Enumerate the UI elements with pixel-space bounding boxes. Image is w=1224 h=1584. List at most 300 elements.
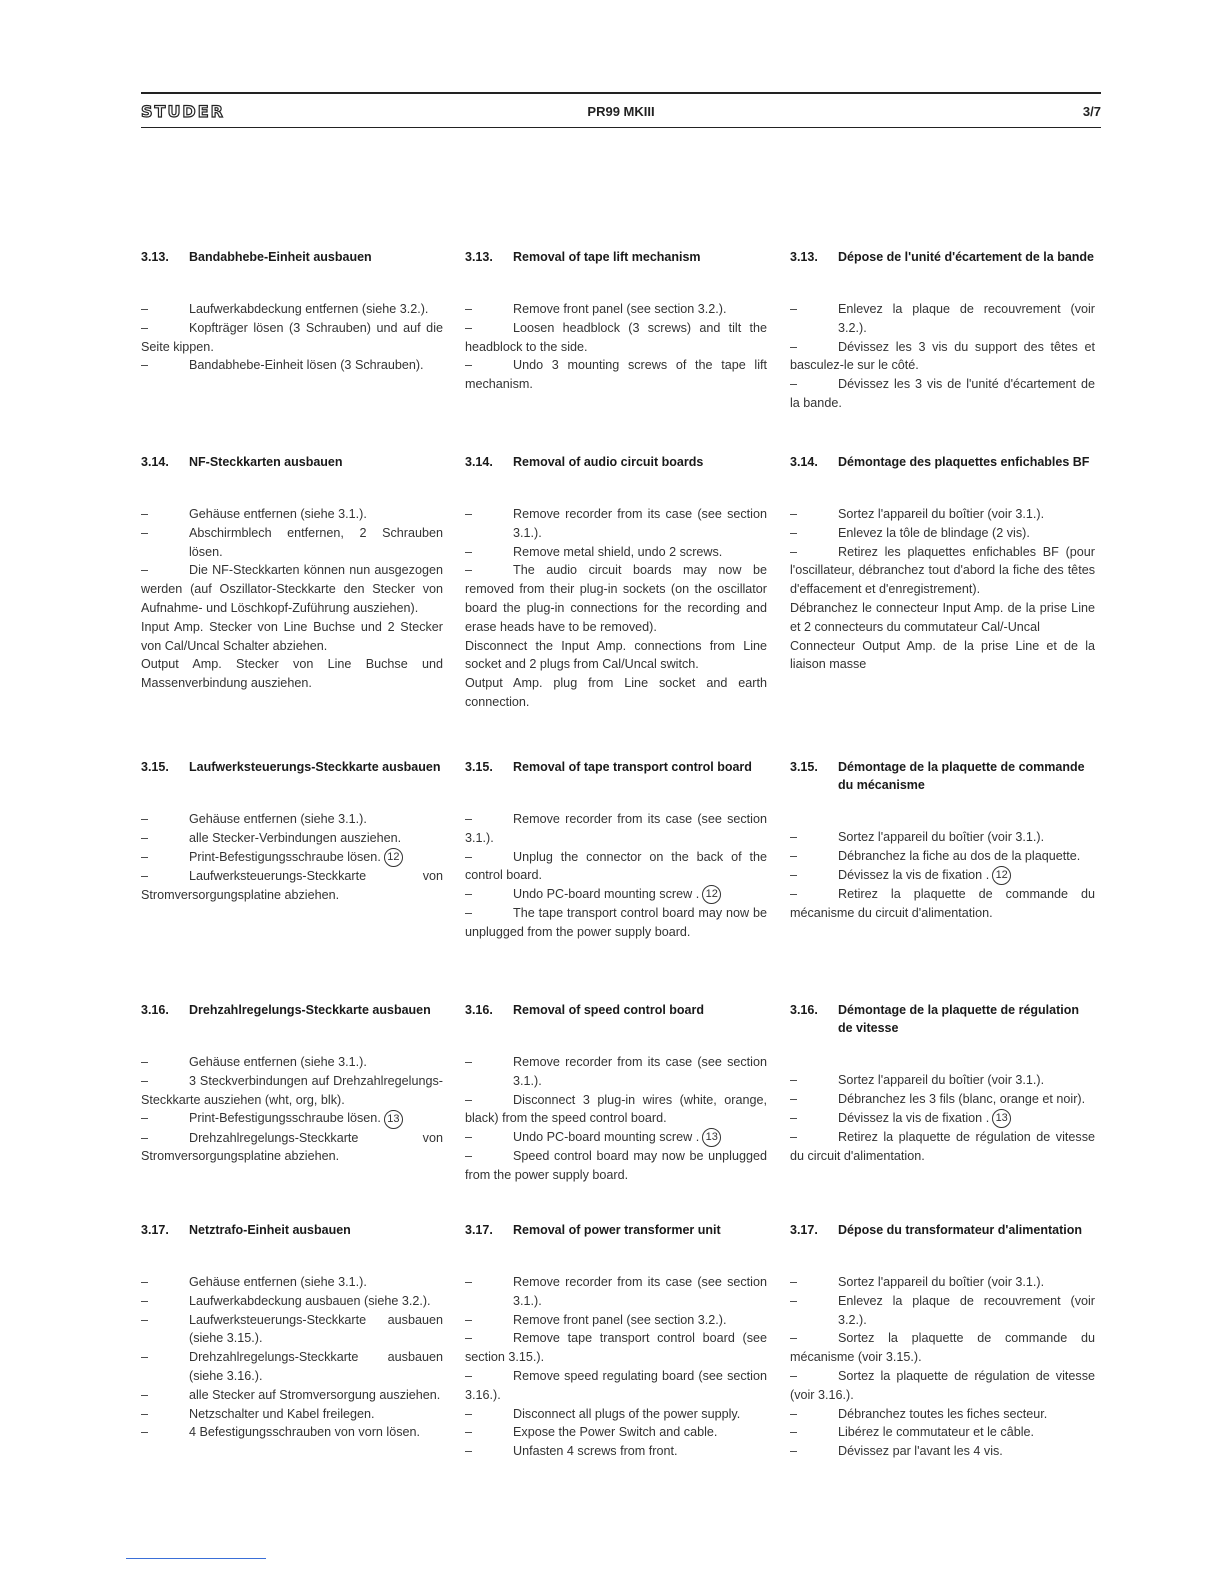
dash-marker: – bbox=[465, 302, 473, 316]
dash-marker: – bbox=[141, 525, 149, 540]
item-text-content: Expose the Power Switch and cable. bbox=[513, 1425, 718, 1440]
item-text bbox=[189, 1423, 443, 1442]
list-item bbox=[141, 1348, 443, 1386]
item-text-content: Libérez le commutateur et le câble. bbox=[838, 1425, 1035, 1440]
dash-marker: – bbox=[141, 1387, 149, 1402]
section-body bbox=[141, 505, 443, 693]
item-text-content: Sortez la plaquette de commande du mécanisme (voir 3.15.). bbox=[790, 1331, 1095, 1365]
dash-marker: – bbox=[465, 1406, 473, 1421]
item-text bbox=[513, 505, 767, 543]
section-title: NF-Steckkarten ausbauen bbox=[189, 455, 343, 469]
list-item-wrapped bbox=[141, 1072, 443, 1110]
paragraph-text: Output Amp. plug from Line socket and earth connection. bbox=[465, 676, 767, 709]
dash-marker: – bbox=[141, 1312, 149, 1327]
dash-marker: – bbox=[790, 848, 798, 863]
item-text-content: Laufwerkabdeckung ausbauen (siehe 3.2.). bbox=[189, 1293, 431, 1308]
list-item-wrapped bbox=[790, 847, 1095, 866]
item-text bbox=[513, 1128, 767, 1147]
item-text bbox=[513, 1273, 767, 1311]
dash-marker: – bbox=[141, 320, 149, 335]
dash-marker: – bbox=[465, 1312, 473, 1327]
item-text bbox=[513, 1423, 767, 1442]
list-item bbox=[141, 356, 443, 375]
item-text-content: Remove front panel (see section 3.2.). bbox=[513, 302, 727, 316]
item-text-content: Print-Befestigungsschraube lösen. bbox=[189, 1111, 381, 1126]
section-heading bbox=[465, 248, 767, 266]
list-item bbox=[465, 1273, 767, 1311]
item-text-content: Remove recorder from its case (see section 3.1.). bbox=[513, 1275, 767, 1308]
section-number: 3.17. bbox=[141, 1223, 169, 1237]
section-body bbox=[465, 1053, 767, 1185]
list-item-wrapped bbox=[465, 561, 767, 636]
item-text-content: alle Stecker auf Stromversorgung ausziehen. bbox=[189, 1387, 441, 1402]
section-number: 3.14. bbox=[790, 455, 818, 469]
section-title: Removal of speed control board bbox=[513, 1003, 705, 1017]
section-heading bbox=[790, 1221, 1095, 1239]
item-text bbox=[189, 1386, 443, 1405]
section-body bbox=[141, 1053, 443, 1166]
item-text bbox=[838, 1273, 1095, 1292]
callout-circle: 13 bbox=[992, 1109, 1011, 1128]
item-text bbox=[838, 300, 1095, 338]
section-title: Dépose de l'unité d'écartement de la bande bbox=[838, 250, 1095, 264]
list-item-wrapped bbox=[141, 867, 443, 905]
dash-marker: – bbox=[141, 868, 149, 883]
paragraph bbox=[141, 655, 443, 693]
dash-marker: – bbox=[465, 358, 473, 373]
dash-marker: – bbox=[465, 1444, 473, 1459]
paragraph-text: Input Amp. Stecker von Line Buchse und 2 Stecker von Cal/Uncal Schalter abziehen. bbox=[141, 619, 443, 653]
item-text bbox=[838, 1442, 1095, 1461]
dash-marker: – bbox=[465, 1368, 473, 1383]
list-item bbox=[465, 1311, 767, 1330]
list-item bbox=[141, 1311, 443, 1349]
dash-marker: – bbox=[141, 563, 149, 578]
item-text bbox=[513, 543, 767, 562]
list-item bbox=[465, 1423, 767, 1442]
item-text-content: Débranchez les 3 fils (blanc, orange et noir). bbox=[838, 1091, 1086, 1106]
item-text bbox=[838, 1109, 1095, 1128]
section-3-14 bbox=[790, 453, 1095, 674]
dash-marker: – bbox=[790, 886, 798, 901]
section-heading bbox=[790, 453, 1095, 471]
dash-marker: – bbox=[141, 1350, 149, 1365]
item-text bbox=[189, 848, 443, 867]
dash-marker: – bbox=[141, 1293, 149, 1308]
item-text-content: Laufwerksteuerungs-Steckkarte von Stromversorgungsplatine abziehen. bbox=[141, 868, 443, 902]
dash-marker: – bbox=[790, 1331, 798, 1346]
item-text bbox=[513, 885, 767, 904]
list-item bbox=[141, 1053, 443, 1072]
section-heading bbox=[141, 248, 443, 266]
section-number: 3.13. bbox=[141, 250, 169, 264]
section-heading bbox=[790, 758, 1095, 794]
item-text bbox=[838, 1405, 1095, 1424]
section-body bbox=[465, 1273, 767, 1461]
dash-marker: – bbox=[465, 1055, 473, 1069]
header-rule-bottom bbox=[141, 127, 1101, 128]
section-heading bbox=[465, 453, 767, 471]
section-body bbox=[790, 828, 1095, 922]
section-body bbox=[790, 1071, 1095, 1165]
item-text-content: Gehäuse entfernen (siehe 3.1.). bbox=[189, 507, 367, 521]
list-item bbox=[141, 300, 443, 319]
section-3-17 bbox=[141, 1221, 443, 1442]
item-text bbox=[513, 1053, 767, 1091]
list-item bbox=[141, 1273, 443, 1292]
list-item-wrapped bbox=[790, 543, 1095, 599]
dash-marker: – bbox=[465, 544, 473, 559]
dash-marker: – bbox=[141, 849, 149, 864]
list-item bbox=[790, 524, 1095, 543]
item-text-content: Enlevez la plaque de recouvrement (voir 3.2.). bbox=[838, 1293, 1095, 1327]
item-text bbox=[513, 1405, 767, 1424]
item-text bbox=[513, 300, 767, 319]
section-number: 3.13. bbox=[465, 250, 493, 264]
dash-marker: – bbox=[790, 1091, 798, 1106]
list-item bbox=[465, 885, 767, 904]
section-number: 3.15. bbox=[465, 760, 493, 774]
item-text-content: Print-Befestigungsschraube lösen. bbox=[189, 849, 381, 864]
list-item-wrapped bbox=[790, 1367, 1095, 1405]
item-text bbox=[189, 1292, 443, 1311]
list-item bbox=[465, 1405, 767, 1424]
item-text-content: Remove speed regulating board (see section 3.16.). bbox=[465, 1368, 767, 1402]
section-title: Laufwerksteuerungs-Steckkarte ausbauen bbox=[189, 760, 441, 774]
list-item-wrapped bbox=[465, 1147, 767, 1185]
list-item-wrapped bbox=[465, 1091, 767, 1129]
item-text-content: Retirez les plaquettes enfichables BF (pour l'oscillateur, débranchez tout d'abord la fiche des têtes d'effacement et d'enregistrement). bbox=[790, 544, 1095, 597]
list-item bbox=[790, 1405, 1095, 1424]
item-text-content: Undo 3 mounting screws of the tape lift mechanism. bbox=[465, 358, 767, 392]
item-text bbox=[838, 1423, 1095, 1442]
dash-marker: – bbox=[141, 358, 149, 373]
section-heading bbox=[465, 1001, 767, 1019]
item-text bbox=[189, 1348, 443, 1386]
dash-marker: – bbox=[465, 887, 473, 902]
paragraph-text: Débranchez le connecteur Input Amp. de la prise Line et 2 connecteurs du commutateur Cal/-Uncal bbox=[790, 600, 1095, 634]
item-text-content: Drehzahlregelungs-Steckkarte von Stromversorgungsplatine abziehen. bbox=[141, 1130, 443, 1164]
item-text bbox=[189, 505, 443, 524]
item-text-content: Sortez l'appareil du boîtier (voir 3.1.). bbox=[838, 1073, 1045, 1087]
dash-marker: – bbox=[465, 812, 473, 826]
section-heading bbox=[465, 758, 767, 776]
section-number: 3.14. bbox=[465, 455, 493, 469]
section-title: Bandabhebe-Einheit ausbauen bbox=[189, 250, 372, 264]
item-text bbox=[513, 1311, 767, 1330]
item-text-content: Laufwerksteuerungs-Steckkarte ausbauen (siehe 3.15.). bbox=[189, 1312, 443, 1346]
section-3-16 bbox=[141, 1001, 443, 1166]
list-item bbox=[790, 1423, 1095, 1442]
section-body bbox=[141, 810, 443, 904]
item-text-content: Laufwerkabdeckung entfernen (siehe 3.2.). bbox=[189, 302, 429, 316]
item-text bbox=[189, 1311, 443, 1349]
header-rule-top bbox=[141, 92, 1101, 94]
paragraph bbox=[141, 618, 443, 656]
section-title: Démontage de la plaquette de commande du mécanisme bbox=[838, 760, 1085, 792]
page-number: 3/7 bbox=[1082, 104, 1101, 119]
section-heading bbox=[790, 248, 1095, 266]
paragraph bbox=[790, 599, 1095, 637]
dash-marker: – bbox=[465, 1092, 473, 1107]
item-text-content: Gehäuse entfernen (siehe 3.1.). bbox=[189, 1055, 367, 1069]
list-item bbox=[790, 1071, 1095, 1090]
section-title: Démontage des plaquettes enfichables BF bbox=[838, 455, 1090, 469]
item-text-content: Retirez la plaquette de commande du mécanisme du circuit d'alimentation. bbox=[790, 886, 1095, 920]
paragraph-text: Output Amp. Stecker von Line Buchse und Massenverbindung ausziehen. bbox=[141, 657, 443, 691]
dash-marker: – bbox=[790, 302, 798, 316]
section-heading bbox=[790, 1001, 1095, 1037]
section-heading bbox=[141, 1221, 443, 1239]
item-text-content: Débranchez la fiche au dos de la plaquette. bbox=[838, 848, 1081, 863]
item-text-content: The audio circuit boards may now be removed from their plug-in sockets (on the oscillator board the plug-in connections for the recording and erase heads have to be removed). bbox=[465, 563, 767, 634]
section-3-16 bbox=[465, 1001, 767, 1185]
dash-marker: – bbox=[790, 544, 798, 559]
list-item-wrapped bbox=[465, 319, 767, 357]
item-text-content: Speed control board may now be unplugged from the power supply board. bbox=[465, 1149, 767, 1183]
list-item-wrapped bbox=[465, 1329, 767, 1367]
list-item bbox=[141, 810, 443, 829]
item-text-content: Undo PC-board mounting screw . bbox=[513, 1130, 700, 1145]
item-text-content: Drehzahlregelungs-Steckkarte ausbauen (siehe 3.16.). bbox=[189, 1350, 443, 1383]
item-text-content: Remove metal shield, undo 2 screws. bbox=[513, 544, 723, 559]
list-item bbox=[141, 1405, 443, 1424]
dash-marker: – bbox=[790, 1444, 798, 1459]
list-item bbox=[141, 1423, 443, 1442]
dash-marker: – bbox=[141, 1111, 149, 1126]
dash-marker: – bbox=[141, 1130, 149, 1145]
list-item bbox=[790, 300, 1095, 338]
paragraph bbox=[465, 637, 767, 675]
item-text-content: Dévissez la vis de fixation . bbox=[838, 1110, 990, 1125]
section-body bbox=[465, 505, 767, 712]
item-text bbox=[189, 1053, 443, 1072]
list-item bbox=[465, 1442, 767, 1461]
list-item bbox=[141, 829, 443, 848]
dash-marker: – bbox=[141, 1073, 149, 1088]
dash-marker: – bbox=[790, 1129, 798, 1144]
paragraph-text: Connecteur Output Amp. de la prise Line et de la liaison masse bbox=[790, 638, 1095, 672]
item-text-content: Remove recorder from its case (see section 3.1.). bbox=[513, 507, 767, 540]
list-item bbox=[465, 505, 767, 543]
item-text bbox=[838, 1071, 1095, 1090]
list-item-wrapped bbox=[465, 848, 767, 886]
item-text-content: Disconnect all plugs of the power supply. bbox=[513, 1406, 741, 1421]
item-text-content: Kopfträger lösen (3 Schrauben) und auf die Seite kippen. bbox=[141, 320, 443, 354]
item-text-content: Dévissez la vis de fixation . bbox=[838, 867, 990, 882]
paragraph-text: Disconnect the Input Amp. connections from Line socket and 2 plugs from Cal/Uncal switch. bbox=[465, 638, 767, 672]
dash-marker: – bbox=[465, 1130, 473, 1145]
item-text bbox=[838, 524, 1095, 543]
section-body bbox=[790, 300, 1095, 413]
dash-marker: – bbox=[790, 377, 798, 392]
item-text-content: Disconnect 3 plug-in wires (white, orange, black) from the speed control board. bbox=[465, 1092, 767, 1126]
item-text bbox=[838, 505, 1095, 524]
paragraph bbox=[465, 674, 767, 712]
item-text-content: Abschirmblech entfernen, 2 Schrauben lösen. bbox=[189, 525, 443, 559]
dash-marker: – bbox=[790, 1406, 798, 1421]
section-body bbox=[465, 300, 767, 394]
section-number: 3.13. bbox=[790, 250, 818, 264]
section-3-13 bbox=[790, 248, 1095, 413]
section-title: Démontage de la plaquette de régulation de vitesse bbox=[838, 1003, 1080, 1035]
item-text bbox=[189, 1405, 443, 1424]
dash-marker: – bbox=[790, 867, 798, 882]
page-header bbox=[141, 100, 1101, 124]
list-item bbox=[790, 1090, 1095, 1109]
item-text-content: Bandabhebe-Einheit lösen (3 Schrauben). bbox=[189, 358, 424, 373]
item-text-content: Enlevez la plaque de recouvrement (voir 3.2.). bbox=[838, 302, 1095, 335]
item-text bbox=[189, 1109, 443, 1128]
list-item bbox=[465, 543, 767, 562]
section-body bbox=[790, 505, 1095, 674]
item-text bbox=[189, 1273, 443, 1292]
item-text bbox=[189, 356, 443, 375]
item-text-content: Retirez la plaquette de régulation de vitesse du circuit d'alimentation. bbox=[790, 1129, 1095, 1163]
item-text-content: Débranchez toutes les fiches secteur. bbox=[838, 1406, 1048, 1421]
list-item-wrapped bbox=[465, 1367, 767, 1405]
footer-mark bbox=[126, 1558, 266, 1559]
section-body bbox=[141, 300, 443, 375]
item-text-content: Netzschalter und Kabel freilegen. bbox=[189, 1406, 375, 1421]
section-3-15 bbox=[465, 758, 767, 942]
item-text-content: Loosen headblock (3 screws) and tilt the headblock to the side. bbox=[465, 320, 767, 354]
list-item bbox=[465, 300, 767, 319]
dash-marker: – bbox=[465, 1425, 473, 1440]
dash-marker: – bbox=[790, 507, 798, 521]
item-text-content: 4 Befestigungsschrauben von vorn lösen. bbox=[189, 1425, 421, 1440]
list-item bbox=[790, 505, 1095, 524]
item-text bbox=[838, 1090, 1095, 1109]
item-text bbox=[838, 866, 1095, 885]
dash-marker: – bbox=[465, 320, 473, 335]
list-item bbox=[141, 1386, 443, 1405]
section-heading bbox=[465, 1221, 767, 1239]
list-item bbox=[790, 828, 1095, 847]
item-text bbox=[189, 810, 443, 829]
list-item-wrapped bbox=[465, 810, 767, 848]
item-text bbox=[189, 300, 443, 319]
list-item bbox=[465, 1053, 767, 1091]
callout-circle: 13 bbox=[702, 1128, 721, 1147]
list-item bbox=[790, 1109, 1095, 1128]
list-item-wrapped bbox=[790, 338, 1095, 376]
list-item-wrapped bbox=[141, 319, 443, 357]
section-title: Dépose du transformateur d'alimentation bbox=[838, 1223, 1082, 1237]
item-text-content: Sortez l'appareil du boîtier (voir 3.1.). bbox=[838, 1275, 1045, 1289]
section-3-15 bbox=[141, 758, 443, 904]
section-title: Removal of tape transport control board bbox=[513, 760, 752, 774]
paragraph bbox=[790, 637, 1095, 675]
dash-marker: – bbox=[141, 1055, 149, 1069]
list-item bbox=[790, 1273, 1095, 1292]
section-3-14 bbox=[141, 453, 443, 693]
section-number: 3.16. bbox=[465, 1003, 493, 1017]
item-text-content: Remove recorder from its case (see section 3.1.). bbox=[465, 812, 767, 845]
list-item-wrapped bbox=[141, 1129, 443, 1167]
item-text bbox=[838, 828, 1095, 847]
dash-marker: – bbox=[465, 563, 473, 578]
dash-marker: – bbox=[141, 302, 149, 316]
dash-marker: – bbox=[141, 830, 149, 845]
section-number: 3.16. bbox=[141, 1003, 169, 1017]
item-text bbox=[838, 1292, 1095, 1330]
list-item-wrapped bbox=[790, 885, 1095, 923]
item-text-content: Remove tape transport control board (see section 3.15.). bbox=[465, 1331, 767, 1365]
section-title: Removal of tape lift mechanism bbox=[513, 250, 701, 264]
dash-marker: – bbox=[141, 812, 149, 826]
item-text-content: Sortez l'appareil du boîtier (voir 3.1.). bbox=[838, 830, 1045, 844]
section-number: 3.15. bbox=[141, 760, 169, 774]
list-item bbox=[141, 524, 443, 562]
list-item bbox=[465, 1128, 767, 1147]
section-number: 3.16. bbox=[790, 1003, 818, 1017]
item-text-content: Dévissez par l'avant les 4 vis. bbox=[838, 1444, 1003, 1459]
list-item bbox=[790, 1292, 1095, 1330]
item-text-content: Dévissez les 3 vis de l'unité d'écartement de la bande. bbox=[790, 377, 1095, 410]
studer-logo: STUDER bbox=[141, 102, 225, 121]
dash-marker: – bbox=[465, 849, 473, 864]
dash-marker: – bbox=[790, 1368, 798, 1383]
item-text bbox=[189, 829, 443, 848]
item-text bbox=[513, 1442, 767, 1461]
dash-marker: – bbox=[790, 1275, 798, 1289]
item-text-content: Gehäuse entfernen (siehe 3.1.). bbox=[189, 812, 367, 826]
dash-marker: – bbox=[790, 830, 798, 844]
dash-marker: – bbox=[141, 1406, 149, 1421]
item-text-content: Remove front panel (see section 3.2.). bbox=[513, 1312, 727, 1327]
dash-marker: – bbox=[790, 1073, 798, 1087]
item-text-content: Undo PC-board mounting screw . bbox=[513, 887, 700, 902]
dash-marker: – bbox=[465, 906, 473, 921]
section-body bbox=[141, 1273, 443, 1442]
item-text-content: Sortez la plaquette de régulation de vitesse (voir 3.16.). bbox=[790, 1368, 1095, 1402]
list-item-wrapped bbox=[465, 904, 767, 942]
section-3-13 bbox=[141, 248, 443, 375]
item-text-content: Die NF-Steckkarten können nun ausgezogen werden (auf Oszillator-Steckkarte den Stecker von Aufnahme- und Löschkopf-Zuführung ausziehen). bbox=[141, 563, 443, 615]
item-text-content: Unplug the connector on the back of the control board. bbox=[465, 849, 767, 883]
dash-marker: – bbox=[790, 339, 798, 354]
dash-marker: – bbox=[790, 525, 798, 540]
dash-marker: – bbox=[790, 1425, 798, 1440]
section-number: 3.14. bbox=[141, 455, 169, 469]
section-3-17 bbox=[790, 1221, 1095, 1461]
section-heading bbox=[141, 758, 443, 776]
item-text-content: Enlevez la tôle de blindage (2 vis). bbox=[838, 525, 1030, 540]
list-item-wrapped bbox=[790, 1128, 1095, 1166]
section-3-16 bbox=[790, 1001, 1095, 1165]
dash-marker: – bbox=[465, 1149, 473, 1164]
callout-circle: 13 bbox=[384, 1110, 403, 1129]
section-title: Netztrafo-Einheit ausbauen bbox=[189, 1223, 351, 1237]
list-item bbox=[141, 505, 443, 524]
item-text-content: Dévissez les 3 vis du support des têtes et basculez-le sur le côté. bbox=[790, 339, 1095, 373]
dash-marker: – bbox=[790, 1110, 798, 1125]
item-text-content: Unfasten 4 screws from front. bbox=[513, 1444, 678, 1459]
section-title: Removal of audio circuit boards bbox=[513, 455, 704, 469]
item-text-content: The tape transport control board may now be unplugged from the power supply board. bbox=[465, 906, 767, 940]
list-item-wrapped bbox=[465, 356, 767, 394]
dash-marker: – bbox=[141, 507, 149, 521]
section-title: Drehzahlregelungs-Steckkarte ausbauen bbox=[189, 1003, 431, 1017]
section-heading bbox=[141, 1001, 443, 1019]
callout-circle: 12 bbox=[702, 885, 721, 904]
dash-marker: – bbox=[141, 1425, 149, 1440]
item-text bbox=[189, 524, 443, 562]
item-text-content: alle Stecker-Verbindungen ausziehen. bbox=[189, 830, 402, 845]
list-item bbox=[141, 848, 443, 867]
item-text-content: 3 Steckverbindungen auf Drehzahlregelungs-Steckkarte ausziehen (wht, org, blk). bbox=[141, 1073, 443, 1107]
